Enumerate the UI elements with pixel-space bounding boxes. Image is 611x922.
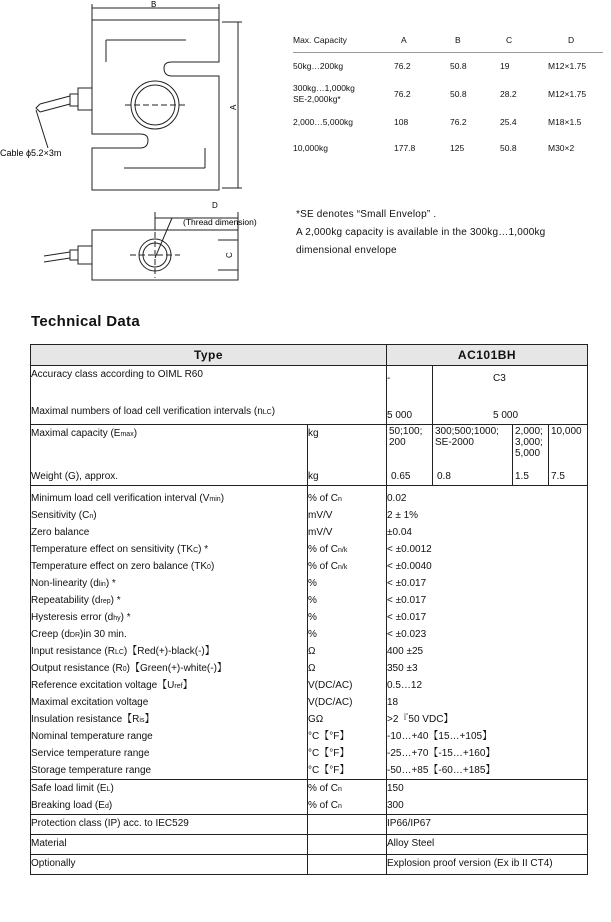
dim-label-d: D xyxy=(212,201,218,210)
param-label-tail: ) xyxy=(220,493,225,504)
param-label xyxy=(31,524,307,541)
param-unit xyxy=(308,575,386,592)
param-label-sub: rep xyxy=(100,598,111,605)
param-unit-text: °C【°F】 xyxy=(308,765,350,776)
param-unit-text: Ω xyxy=(308,663,316,674)
emax-label: Maximal capacity (E xyxy=(31,428,121,439)
emax-col-3: 2,000; 3,000; 5,000 xyxy=(515,426,543,459)
param-label-text: Temperature effect on zero balance (TK xyxy=(31,561,208,572)
safe-load-value: 150 xyxy=(387,783,404,794)
param-label-text: Repeatability (d xyxy=(31,595,101,606)
param-unit-text: °C【°F】 xyxy=(308,731,350,742)
envelope-notes xyxy=(296,206,608,260)
dimension-row xyxy=(293,75,603,109)
param-label xyxy=(31,728,307,745)
table-row xyxy=(31,486,588,780)
param-label-text: Storage temperature range xyxy=(31,765,152,776)
param-value: < ±0.017 xyxy=(387,595,427,606)
dim-label-a: A xyxy=(229,104,238,110)
dimension-row xyxy=(293,52,603,75)
param-label xyxy=(31,677,307,694)
param-label xyxy=(31,626,307,643)
param-label-tail: ) * xyxy=(120,612,131,623)
param-label-text: Minimum load cell verification interval (V xyxy=(31,493,210,504)
note-line: A 2,000kg capacity is available in the 300kg…1,000kg xyxy=(296,227,546,238)
param-label xyxy=(31,592,307,609)
dim-b: 50.8 xyxy=(450,61,467,71)
breaking-load-unit-sub: n xyxy=(338,803,342,810)
accuracy-value-2: C3 xyxy=(493,373,506,384)
dimension-row xyxy=(293,109,603,135)
dim-header-b: B xyxy=(455,35,461,45)
note-line: dimensional envelope xyxy=(296,245,397,256)
param-unit xyxy=(308,728,386,745)
param-value: < ±0.0040 xyxy=(387,561,432,572)
weight-label: Weight (G), approx. xyxy=(31,471,119,482)
param-unit-sub: n xyxy=(338,496,342,503)
dim-b: 76.2 xyxy=(450,117,467,127)
param-label-tail: )【Red(+)-black(-)】 xyxy=(123,646,215,657)
param-label xyxy=(31,694,307,711)
table-row: Safe load limit (EL) Breaking load (Ed) % of Cn % of Cn 150 300 xyxy=(31,780,588,815)
param-unit-text: % of C xyxy=(308,544,339,555)
technical-data-table xyxy=(30,344,588,875)
nlc-value-1: 5 000 xyxy=(387,410,413,421)
dimension-row xyxy=(293,135,603,157)
param-unit xyxy=(308,643,386,660)
dim-b: 125 xyxy=(450,143,465,153)
param-unit xyxy=(308,592,386,609)
param-unit xyxy=(308,507,386,524)
param-unit xyxy=(308,745,386,762)
param-label-tail: ) xyxy=(210,561,215,572)
param-value: -10…+40【15…+105】 xyxy=(387,731,493,742)
param-label xyxy=(31,609,307,626)
param-label xyxy=(31,541,307,558)
dim-header-a: A xyxy=(401,35,407,45)
weight-col-4: 7.5 xyxy=(551,471,565,482)
option-label: Optionally xyxy=(31,858,76,869)
param-value: < ±0.017 xyxy=(387,612,427,623)
dim-c: 19 xyxy=(500,61,510,71)
dim-c: 50.8 xyxy=(500,143,517,153)
param-unit xyxy=(308,660,386,677)
param-unit-text: % xyxy=(308,612,317,623)
param-value: < ±0.023 xyxy=(387,629,427,640)
param-label-text: Maximal excitation voltage xyxy=(31,697,149,708)
safe-load-unit-sub: n xyxy=(338,786,342,793)
param-unit-sub: n/k xyxy=(338,564,348,571)
protection-value: IP66/IP67 xyxy=(387,818,431,829)
table-row xyxy=(31,815,588,835)
param-label-tail: )in 30 min. xyxy=(80,629,127,640)
param-label xyxy=(31,711,307,728)
cable-label: Cable ϕ5.2×3m xyxy=(0,148,62,158)
type-header: Type xyxy=(31,345,387,366)
dim-capacity: 10,000kg xyxy=(293,143,328,153)
dim-d: M12×1.75 xyxy=(548,61,587,71)
param-label-text: Input resistance (R xyxy=(31,646,115,657)
param-unit-text: % xyxy=(308,595,317,606)
dim-label-c: C xyxy=(225,252,234,258)
param-label-sub: C xyxy=(193,547,199,554)
param-label-sub: is xyxy=(139,717,145,724)
dim-capacity: 2,000…5,000kg xyxy=(293,117,354,127)
param-label xyxy=(31,745,307,762)
section-heading: Technical Data xyxy=(31,313,140,330)
dim-d: M12×1.75 xyxy=(548,89,587,99)
breaking-load-sub: d xyxy=(104,803,109,810)
param-unit-text: % xyxy=(308,578,317,589)
param-value: ±0.04 xyxy=(387,527,412,538)
param-unit xyxy=(308,762,386,779)
table-row: Accuracy class according to OIML R60 Maximal numbers of load cell verification intervals (nLC) - 5 000 C3 5 000 xyxy=(31,366,588,425)
param-label-text: Nominal temperature range xyxy=(31,731,153,742)
param-unit xyxy=(308,490,386,507)
param-unit xyxy=(308,711,386,728)
breaking-load-unit: % of C xyxy=(308,800,339,811)
dim-d: M30×2 xyxy=(548,143,575,153)
param-label-tail: ) * xyxy=(105,578,116,589)
dim-b: 50.8 xyxy=(450,89,467,99)
dim-capacity-se: SE-2,000kg* xyxy=(293,94,341,104)
emax-unit: kg xyxy=(308,428,319,439)
param-unit-text: % xyxy=(308,629,317,640)
param-unit xyxy=(308,541,386,558)
param-label-text: Output resistance (R xyxy=(31,663,123,674)
dim-a: 76.2 xyxy=(394,61,411,71)
param-unit-text: GΩ xyxy=(308,714,324,725)
param-label-text: Temperature effect on sensitivity (TK xyxy=(31,544,194,555)
param-unit-text: Ω xyxy=(308,646,316,657)
param-unit xyxy=(308,609,386,626)
param-unit-sub: n/k xyxy=(338,547,348,554)
param-value: 350 ±3 xyxy=(387,663,418,674)
param-label-sub: DR xyxy=(69,632,81,639)
param-label-tail: ) * xyxy=(198,544,209,555)
dim-header-c: C xyxy=(506,35,513,45)
dim-a: 76.2 xyxy=(394,89,411,99)
param-label-sub: 0 xyxy=(122,666,127,673)
param-value: 400 ±25 xyxy=(387,646,424,657)
param-label-text: Zero balance xyxy=(31,527,90,538)
dimension-table xyxy=(293,30,603,157)
safe-load-sub: L xyxy=(106,786,111,793)
param-label-tail: 】 xyxy=(144,714,155,725)
model-header: AC101BH xyxy=(387,345,588,366)
breaking-load-value: 300 xyxy=(387,800,404,811)
param-label-sub: LC xyxy=(114,649,124,656)
param-label xyxy=(31,762,307,779)
weight-col-1: 0.65 xyxy=(391,471,411,482)
table-row xyxy=(31,835,588,855)
param-value: 2 ± 1% xyxy=(387,510,419,521)
param-value: -25…+70【-15…+160】 xyxy=(387,748,496,759)
dim-a: 177.8 xyxy=(394,143,416,153)
param-label xyxy=(31,643,307,660)
param-label xyxy=(31,660,307,677)
material-value: Alloy Steel xyxy=(387,838,435,849)
param-unit xyxy=(308,558,386,575)
emax-col-2: 300;500;1000; SE-2000 xyxy=(435,426,499,448)
nlc-sub: LC xyxy=(262,409,272,416)
material-label: Material xyxy=(31,838,67,849)
dimension-header-row xyxy=(293,30,603,52)
safe-load-unit: % of C xyxy=(308,783,339,794)
param-unit-text: mV/V xyxy=(308,510,333,521)
table-header-row xyxy=(31,345,588,366)
safe-load-label: Safe load limit (E xyxy=(31,783,107,794)
param-label-text: Service temperature range xyxy=(31,748,150,759)
param-label-sub: min xyxy=(209,496,221,503)
accuracy-value-1: - xyxy=(387,373,391,384)
param-unit xyxy=(308,677,386,694)
table-row: Maximal capacity (Emax) Weight (G), approx. kg kg 50;100; 200 0.65 300;500;1000; SE-2000 0.8 2,000; 3,000; 5,000 1.5 10,000 7.5 xyxy=(31,425,588,486)
option-value: Explosion proof version (Ex ib II CT4) xyxy=(387,858,553,869)
param-unit-text: mV/V xyxy=(308,527,333,538)
emax-col-1: 50;100; 200 xyxy=(389,426,423,448)
param-unit-text: V(DC/AC) xyxy=(308,697,353,708)
param-label-text: Sensitivity (C xyxy=(31,510,90,521)
param-label xyxy=(31,575,307,592)
param-label-text: Creep (d xyxy=(31,629,70,640)
dim-capacity: 50kg…200kg xyxy=(293,61,344,71)
param-value: 18 xyxy=(387,697,399,708)
param-label xyxy=(31,507,307,524)
dim-c: 25.4 xyxy=(500,117,517,127)
thread-label: (Thread dimension) xyxy=(183,217,257,227)
emax-col-4: 10,000 xyxy=(551,426,582,437)
dim-header-d: D xyxy=(568,35,575,45)
param-label-tail: )【Green(+)-white(-)】 xyxy=(126,663,227,674)
dim-d: M18×1.5 xyxy=(548,117,582,127)
param-value: < ±0.0012 xyxy=(387,544,432,555)
param-unit xyxy=(308,524,386,541)
weight-col-3: 1.5 xyxy=(515,471,529,482)
weight-col-2: 0.8 xyxy=(437,471,451,482)
param-label-sub: lin xyxy=(98,581,106,588)
table-row xyxy=(31,855,588,875)
nlc-label: Maximal numbers of load cell verification intervals (n xyxy=(31,406,263,417)
accuracy-label: Accuracy class according to OIML R60 xyxy=(31,369,203,380)
param-label-tail: ) xyxy=(93,510,97,521)
param-label-sub: 0 xyxy=(207,564,211,571)
param-label-tail: 】 xyxy=(182,680,193,691)
param-unit-text: % of C xyxy=(308,493,339,504)
param-label-sub: n xyxy=(89,513,94,520)
param-label-tail: ) * xyxy=(110,595,121,606)
nlc-value-2: 5 000 xyxy=(493,410,519,421)
dim-a: 108 xyxy=(394,117,409,127)
param-label-text: Non-linearity (d xyxy=(31,578,99,589)
param-value: 0.02 xyxy=(387,493,407,504)
param-unit xyxy=(308,694,386,711)
param-label-sub: hy xyxy=(113,615,121,622)
dim-c: 28.2 xyxy=(500,89,517,99)
dim-capacity: 300kg…1,000kg xyxy=(293,83,355,93)
weight-unit: kg xyxy=(308,471,319,482)
param-value: < ±0.017 xyxy=(387,578,427,589)
param-label-text: Reference excitation voltage【U xyxy=(31,680,175,691)
dim-header-capacity: Max. Capacity xyxy=(293,35,347,45)
param-label-text: Insulation resistance【R xyxy=(31,714,140,725)
param-unit-text: V(DC/AC) xyxy=(308,680,353,691)
param-value: 0.5…12 xyxy=(387,680,423,691)
emax-sub: max xyxy=(120,431,134,438)
param-unit-text: % of C xyxy=(308,561,339,572)
protection-label: Protection class (IP) acc. to IEC529 xyxy=(31,818,189,829)
param-value: >2『50 VDC】 xyxy=(387,714,454,725)
breaking-load-label: Breaking load (E xyxy=(31,800,105,811)
param-unit xyxy=(308,626,386,643)
note-line: *SE denotes “Small Envelop” . xyxy=(296,209,437,220)
param-value: -50…+85【-60…+185】 xyxy=(387,765,496,776)
param-unit-text: °C【°F】 xyxy=(308,748,350,759)
s-beam-front-view-drawing xyxy=(0,0,285,290)
param-label-sub: ref xyxy=(174,683,183,690)
param-label xyxy=(31,490,307,507)
dim-label-b: B xyxy=(151,0,157,9)
param-label-text: Hysteresis error (d xyxy=(31,612,114,623)
param-label xyxy=(31,558,307,575)
